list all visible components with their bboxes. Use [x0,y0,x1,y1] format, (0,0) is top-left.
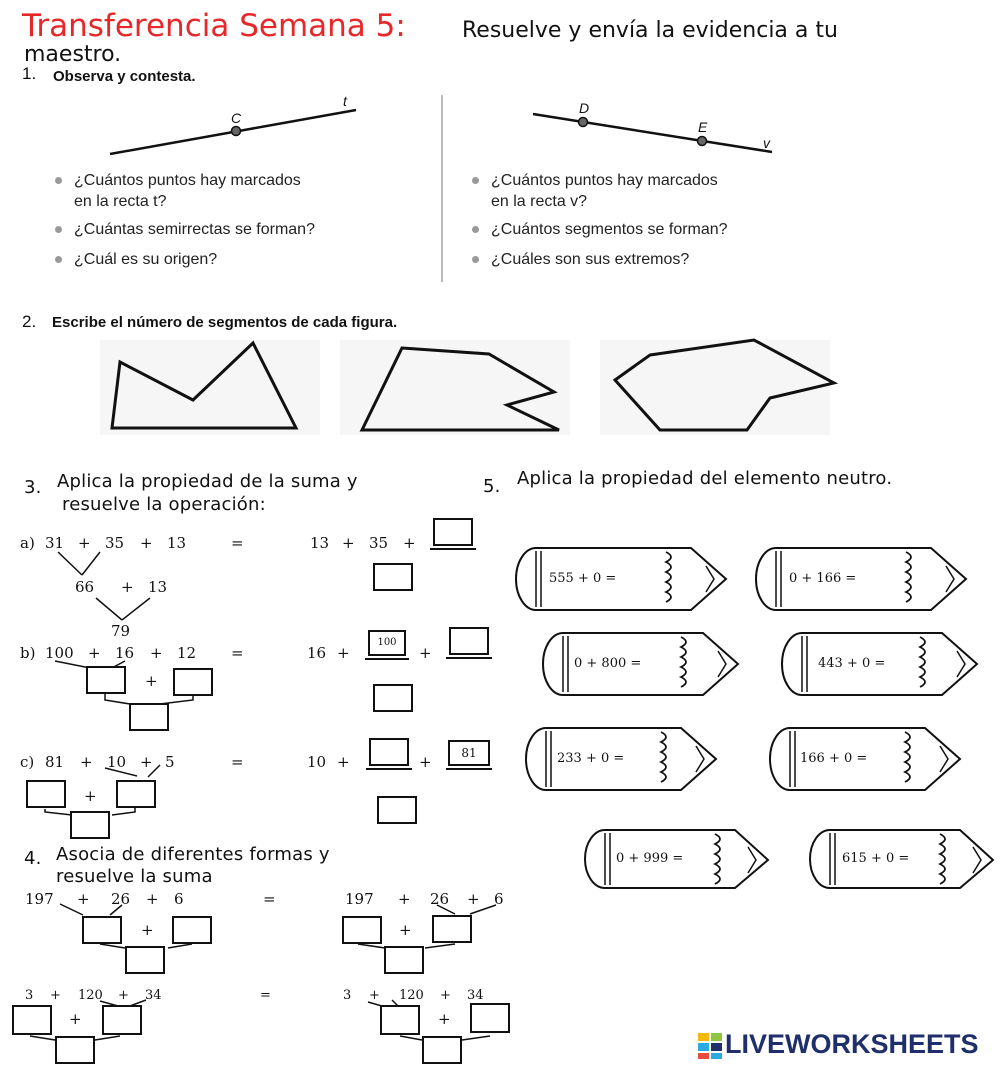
q4-r2-r-plus: + [369,988,380,1003]
q3c-r-plus2: + [419,753,432,771]
q3b-hint-tag: 100 [368,630,406,656]
q3b-r1: 16 [307,644,327,662]
q4-r2-left-box-3[interactable] [55,1036,95,1064]
q3b-box-3[interactable] [129,703,169,731]
q3c-box-plus: + [84,787,97,805]
q3c-n3: 5 [165,753,175,771]
q3a-eq: = [231,534,244,552]
q1-number: 1. [22,64,37,83]
q3a-sub2: 13 [148,578,168,596]
q4-r1-eq: = [263,890,276,908]
pencil-8-text[interactable]: 615 + 0 = [842,851,910,866]
q3c-plus2: + [140,753,153,771]
figure-bg-2 [340,340,570,435]
q3-number: 3. [24,477,42,498]
q4-r2-r-n2: 120 [399,988,424,1003]
page-subtitle-cont: maestro. [24,42,122,67]
q1-right-question-2: ¿Cuántos segmentos se forman? [472,221,728,239]
q3b-box-1[interactable] [86,666,126,694]
q4-r2-r-n1: 3 [343,988,352,1003]
q3c-label: c) [20,753,35,771]
q4-r2-right-box-3[interactable] [422,1036,462,1064]
q3c-box-3[interactable] [70,811,110,839]
q4-number: 4. [24,848,42,869]
q4-r2-left-box-1[interactable] [12,1005,52,1035]
q3c-n1: 81 [45,753,65,771]
q4-r2-right-box-plus: + [438,1010,451,1028]
q3b-label: b) [20,644,36,662]
q3a-plus2: + [140,534,153,552]
label-t: t [343,93,347,109]
q4-r1-right-box-plus: + [399,921,412,939]
q4-r1-left-box-2[interactable] [172,916,212,944]
q3a-n2: 35 [105,534,125,552]
pencil-2-text[interactable]: 0 + 166 = [789,571,857,586]
q4-r2-n3: 34 [145,988,162,1003]
q4-r1-left-box-plus: + [141,921,154,939]
point-d [579,118,588,127]
q3c-answer-box-1[interactable] [369,738,409,766]
pencil-5-text[interactable]: 233 + 0 = [557,751,625,766]
q3a-r-plus2: + [403,534,416,552]
q4-r2-plus: + [50,988,61,1003]
q1-left-question-2: ¿Cuántas semirrectas se forman? [55,221,315,239]
q1-right-question-3: ¿Cuáles son sus extremos? [472,251,689,269]
q3a-n1: 31 [45,534,65,552]
q3b-n2: 16 [115,644,135,662]
tree-a-bottom [96,598,150,620]
q4-r2-eq: = [260,988,271,1003]
pencil-6-text[interactable]: 166 + 0 = [800,751,868,766]
q4-r1-r-n3: 6 [494,890,504,908]
q3b-box-plus: + [145,672,158,690]
q3c-n2: 10 [107,753,127,771]
bullet-icon [472,177,479,184]
figure-bg-1 [100,340,320,435]
pencil-7-text[interactable]: 0 + 999 = [616,851,684,866]
bullet-icon [55,177,62,184]
figure-bg-3 [600,340,830,435]
q3-title-cont: resuelve la operación: [62,494,266,515]
q3a-r2: 35 [369,534,389,552]
q2-title: Escribe el número de segmentos de cada figura. [52,314,398,331]
pencil-1-text[interactable]: 555 + 0 = [549,571,617,586]
q3a-r1: 13 [310,534,330,552]
line-v [533,114,772,152]
q4-r1-right-box-1[interactable] [342,916,382,944]
q1-right-question-1: ¿Cuántos puntos hay marcados [472,172,718,190]
q4-r1-r-n2: 26 [430,890,450,908]
q4-r2-plus2: + [118,988,129,1003]
label-c: C [231,110,242,126]
q3b-n3: 12 [177,644,197,662]
label-v: v [763,135,770,151]
label-e: E [698,119,708,135]
pencil-3-text[interactable]: 0 + 800 = [574,656,642,671]
logo-icon [698,1033,722,1059]
label-d: D [579,100,590,116]
q1-left-question-1: ¿Cuántos puntos hay marcados [55,172,301,190]
q4-r2-r-n3: 34 [467,988,484,1003]
q4-r2-right-box-2[interactable] [470,1003,510,1033]
page-subtitle: Resuelve y envía la evidencia a tu [462,18,838,43]
point-e [698,137,707,146]
q3a-sub1: 66 [75,578,95,596]
q3a-sub-plus: + [121,578,134,596]
q3c-r-plus: + [337,753,350,771]
q3c-underline-1 [366,768,412,770]
q5-title: Aplica la propiedad del elemento neutro. [517,468,893,489]
q3c-hint-tag: 81 [448,740,490,766]
q3c-eq: = [231,753,244,771]
bullet-icon [472,226,479,233]
q3c-box-2[interactable] [116,780,156,808]
q3b-answer-box-1[interactable] [449,627,489,655]
point-c [232,127,241,136]
q1-left-question-3: ¿Cuál es su origen? [55,251,217,269]
q3b-underline-2 [446,657,492,659]
q1-title: Observa y contesta. [53,68,196,85]
q3b-r-plus: + [337,644,350,662]
q3a-answer-box-2[interactable] [373,563,413,591]
q3b-plus2: + [150,644,163,662]
q3c-r1: 10 [307,753,327,771]
q4-r1-left-box-3[interactable] [125,946,165,974]
q4-r1-n2: 26 [111,890,131,908]
q4-r2-left-box-2[interactable] [102,1005,142,1035]
q4-r1-r-plus2: + [467,890,480,908]
bullet-icon [472,256,479,263]
q3a-n3: 13 [167,534,187,552]
q4-r1-r-n1: 197 [345,890,374,908]
q3b-box-2[interactable] [173,668,213,696]
q3a-r-plus: + [342,534,355,552]
q1-right-question-1b: en la recta v? [491,193,588,210]
q3b-r-plus2: + [419,644,432,662]
q1-left-question-1b: en la recta t? [74,193,167,210]
q4-r2-r-plus2: + [440,988,451,1003]
q3c-answer-box-2[interactable] [377,796,417,824]
q4-r2-left-box-plus: + [69,1010,82,1028]
q3a-plus: + [78,534,91,552]
q4-title: Asocia de diferentes formas y [56,844,330,865]
q3a-underline [430,548,476,550]
q4-r2-n2: 120 [78,988,103,1003]
q3b-plus: + [88,644,101,662]
q4-r1-n1: 197 [25,890,54,908]
q4-r2-n1: 3 [25,988,34,1003]
q3c-plus: + [80,753,93,771]
q4-title-cont: resuelve la suma [56,866,213,887]
q4-r1-right-box-2[interactable] [432,915,472,943]
q4-r1-left-box-1[interactable] [82,916,122,944]
q3b-underline-1 [365,658,409,660]
tree-a-top [58,552,100,575]
q3-title: Aplica la propiedad de la suma y [57,471,358,492]
q3a-label: a) [20,534,35,552]
pencil-4-text[interactable]: 443 + 0 = [818,656,886,671]
q3b-answer-box-2[interactable] [373,684,413,712]
q4-r2-right-box-1[interactable] [380,1005,420,1035]
q3c-box-1[interactable] [26,780,66,808]
pencil-2 [756,548,966,610]
q3b-n1: 100 [45,644,74,662]
q4-r1-plus: + [77,890,90,908]
q3a-answer-box-1[interactable] [433,518,473,546]
page-title: Transferencia Semana 5: [22,8,406,44]
q3b-eq: = [231,644,244,662]
q4-r1-r-plus: + [398,890,411,908]
q4-r1-right-box-3[interactable] [384,946,424,974]
q4-r1-n3: 6 [174,890,184,908]
q2-number: 2. [22,312,37,331]
bullet-icon [55,256,62,263]
q4-r1-plus2: + [146,890,159,908]
liveworksheets-logo[interactable]: LIVEWORKSHEETS [725,1029,979,1059]
bullet-icon [55,226,62,233]
q5-number: 5. [483,476,501,497]
q3a-result: 79 [111,622,131,640]
q3c-underline-2 [446,768,492,770]
pencil-1 [516,548,726,610]
